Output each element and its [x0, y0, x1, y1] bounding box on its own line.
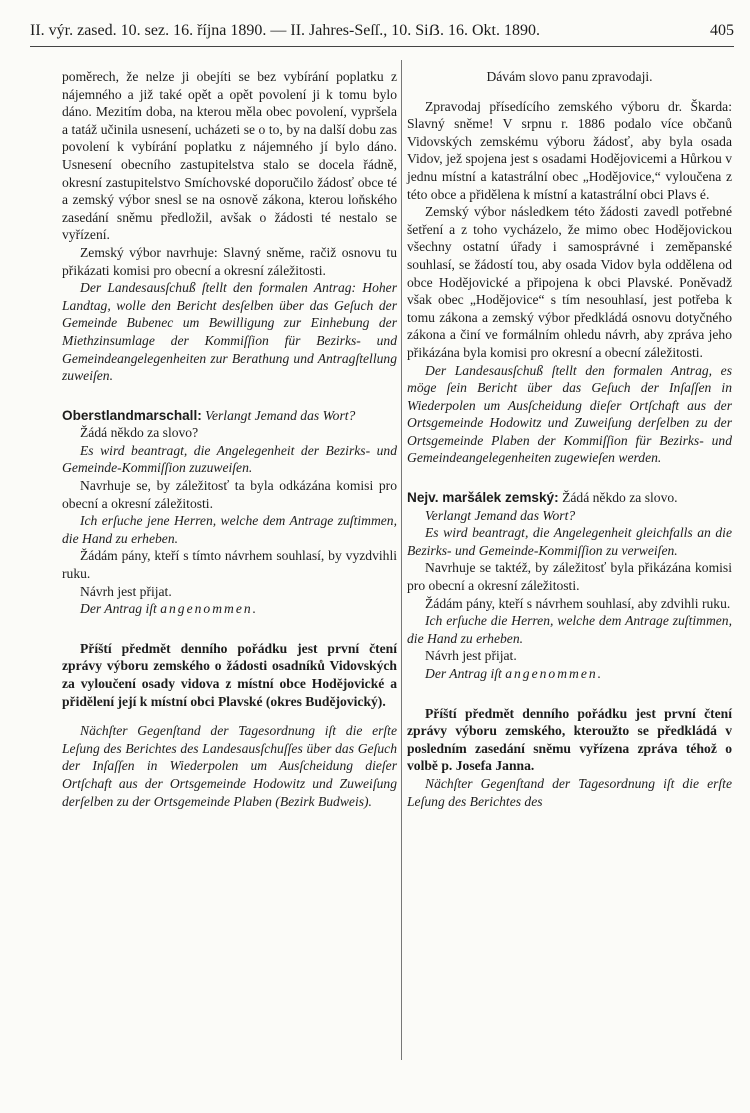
paragraph: Ich erſuche die Herren, welche dem Antrage zuſtimmen, die Hand zu erheben.	[407, 613, 732, 646]
paragraph: Der Landesausſchuß ſtellt den formalen Antrag, es möge ſein Bericht über das Geſuch der Inſaſſen in Wiederpolen um Ausſcheidung dieſer Ortſchaft aus der Ortsgemeinde Hodowitz und Zuweiſung derſelben zu der Ortsgemeinde Plaben der Kommiſſion für Bezirks- und Gemeindeangelegenheiten zugewieſen werden.	[407, 362, 732, 466]
speaker-paragraph	[407, 489, 732, 507]
paragraph: Verlangt Jemand das Wort?	[425, 507, 576, 523]
page-header	[30, 22, 734, 44]
paragraph: poměrech, že nelze ji obejíti se bez vybírání poplatku z nájemného a již také opět a opět povolení ji k tomu bylo dáno. Mezitím doba, na kterou měla obec povolení, vypršela a tatáž učinila usnesení, ucházeti se o to, by na další dobu zas povolení k vybírání poplatku z nájemného jí bylo dáno. Usnesení obecního zastupitelstva stalo se docela řádně, okresní zastupitelstvo Smíchovské doporučilo žádosť obce té a zemský výbor snesl se na osnově zákona, kterou loňského zasedání sněmu předložil, avšak o žádosti té nestalo se vyřízení.	[62, 69, 397, 243]
column-divider	[401, 60, 402, 1060]
left-column	[62, 68, 397, 810]
paragraph: Návrh jest přijat.	[80, 583, 172, 599]
text: angenommen.	[505, 666, 604, 681]
speaker-text: Žádá někdo za slovo.	[562, 490, 678, 506]
paragraph: Zpravodaj přísedícího zemského výboru dr. Škarda: Slavný sněme! V srpnu r. 1886 podalo více občanů Vidovských zemskému výboru žádosť, aby byla osada Vidov, jež spojena jest s osadami Hodějovicemi a Hůrkou v jednu místní a katastrální obec „Hodějovice,“ vyloučena z této obce a přidělena k místní a katastrální obci Plavs é.	[407, 98, 732, 202]
paragraph: Dávám slovo panu zpravodaji.	[486, 69, 653, 84]
paragraph: Návrh jest přijat.	[425, 648, 517, 664]
text: Der Antrag iſt	[425, 666, 502, 681]
paragraph: Es wird beantragt, die Angelegenheit der Bezirks- und Gemeinde-Kommiſſion zuzuweiſen.	[62, 442, 397, 476]
page-number: 405	[710, 22, 734, 39]
paragraph: Ich erſuche jene Herren, welche dem Antrage zuſtimmen, die Hand zu erheben.	[62, 513, 397, 546]
paragraph: Zemský výbor navrhuje: Slavný sněme, račiž osnovu tu přikázati komisi pro obecní a okresní záležitosti.	[62, 244, 397, 278]
paragraph: Zemský výbor následkem této žádosti zavedl potřebné šetření a z toho vycházelo, že mimo obec Hodějovickou všechny ostatní úřady i samosprávné i zeměpanské souhlasí, se žádostí tou, aby osada Vidov byla oddělena od obce Hodějovické a připojena k obci Plavské. Poněvadž však obec „Hodějovice“ s tím nesouhlasí, jest potřeba k tomu zákona a zemský výbor předkládá osnovu dotyčného zákona a činí ve formálním ohledu návrh, aby zpráva jeho přikázána byla komisi pro okresní a obecní záležitosti.	[407, 204, 732, 360]
paragraph	[62, 600, 397, 618]
paragraph: Navrhuje se, by záležitosť ta byla odkázána komisi pro obecní a okresní záležitosti.	[62, 478, 397, 511]
text: Der Antrag iſt	[80, 601, 157, 617]
paragraph: Nächſter Gegenſtand der Tagesordnung iſt die erſte Leſung des Berichtes des Landesausſchuſſes über das Geſuch der Inſaſſen in Wiederpolen um Ausſcheidung dieſer Ortſchaft aus der Ortsgemeinde Hodowitz und Zuweiſung derſelben zu der Ortsgemeinde Plaben (Bezirk Budweis).	[62, 723, 397, 809]
paragraph: Es wird beantragt, die Angelegenheit gleichfalls an die Bezirks- und Gemeinde-Kommiſſion zu verweiſen.	[407, 525, 732, 558]
speaker-paragraph	[62, 407, 397, 425]
paragraph: Žádá někdo za slovo?	[80, 425, 199, 441]
speaker-text: Verlangt Jemand das Wort?	[205, 407, 356, 423]
paragraph: Navrhuje se taktéž, by záležitosť byla přikázána komisi pro obecní a okresní záležitosti.	[407, 560, 732, 594]
speaker-name: Oberstlandmarschall:	[62, 407, 202, 423]
paragraph: Nächſter Gegenſtand der Tagesordnung iſt die erſte Leſung des Berichtes des	[407, 775, 732, 809]
paragraph: Der Landesausſchuß ſtellt den formalen Antrag: Hoher Landtag, wolle den Bericht desſelben über das Geſuch der Gemeinde Bubenec um Bewilligung zur Einhebung der Miethzinsumlage der Kommiſſion für Bezirks- und Gemeindeangelegenheiten zur Berathung und Antragſtellung zuweiſen.	[62, 280, 397, 384]
right-column	[407, 68, 732, 810]
paragraph	[407, 665, 732, 683]
paragraph: Příští předmět denního pořádku jest první čtení zprávy výboru zemského o žádosti osadníků Vidovských za vyloučení osady vidova z místní obce Hodějovické a přidělení její k místní obci Plavské (okres Budějovický).	[62, 640, 397, 709]
text: angenommen.	[160, 601, 259, 617]
speaker-name: Nejv. maršálek zemský:	[407, 490, 559, 506]
paragraph: Žádám pány, kteří s tímto návrhem souhlasí, by vyzdvihli ruku.	[62, 548, 397, 582]
header-session-info: II. výr. zased. 10. sez. 16. října 1890. — II. Jahres-Seſſ., 10. Siẞ. 16. Okt. 1890.	[30, 22, 540, 39]
paragraph: Žádám pány, kteří s návrhem souhlasí, aby zdvihli ruku.	[425, 595, 731, 611]
paragraph: Příští předmět denního pořádku jest první čtení zprávy výboru zemského, kteroužto se předkládá v posledním zasedání sněmu vyřízena zpráva téhož o volbě p. Josefa Janna.	[407, 705, 732, 774]
header-rule	[30, 46, 734, 47]
